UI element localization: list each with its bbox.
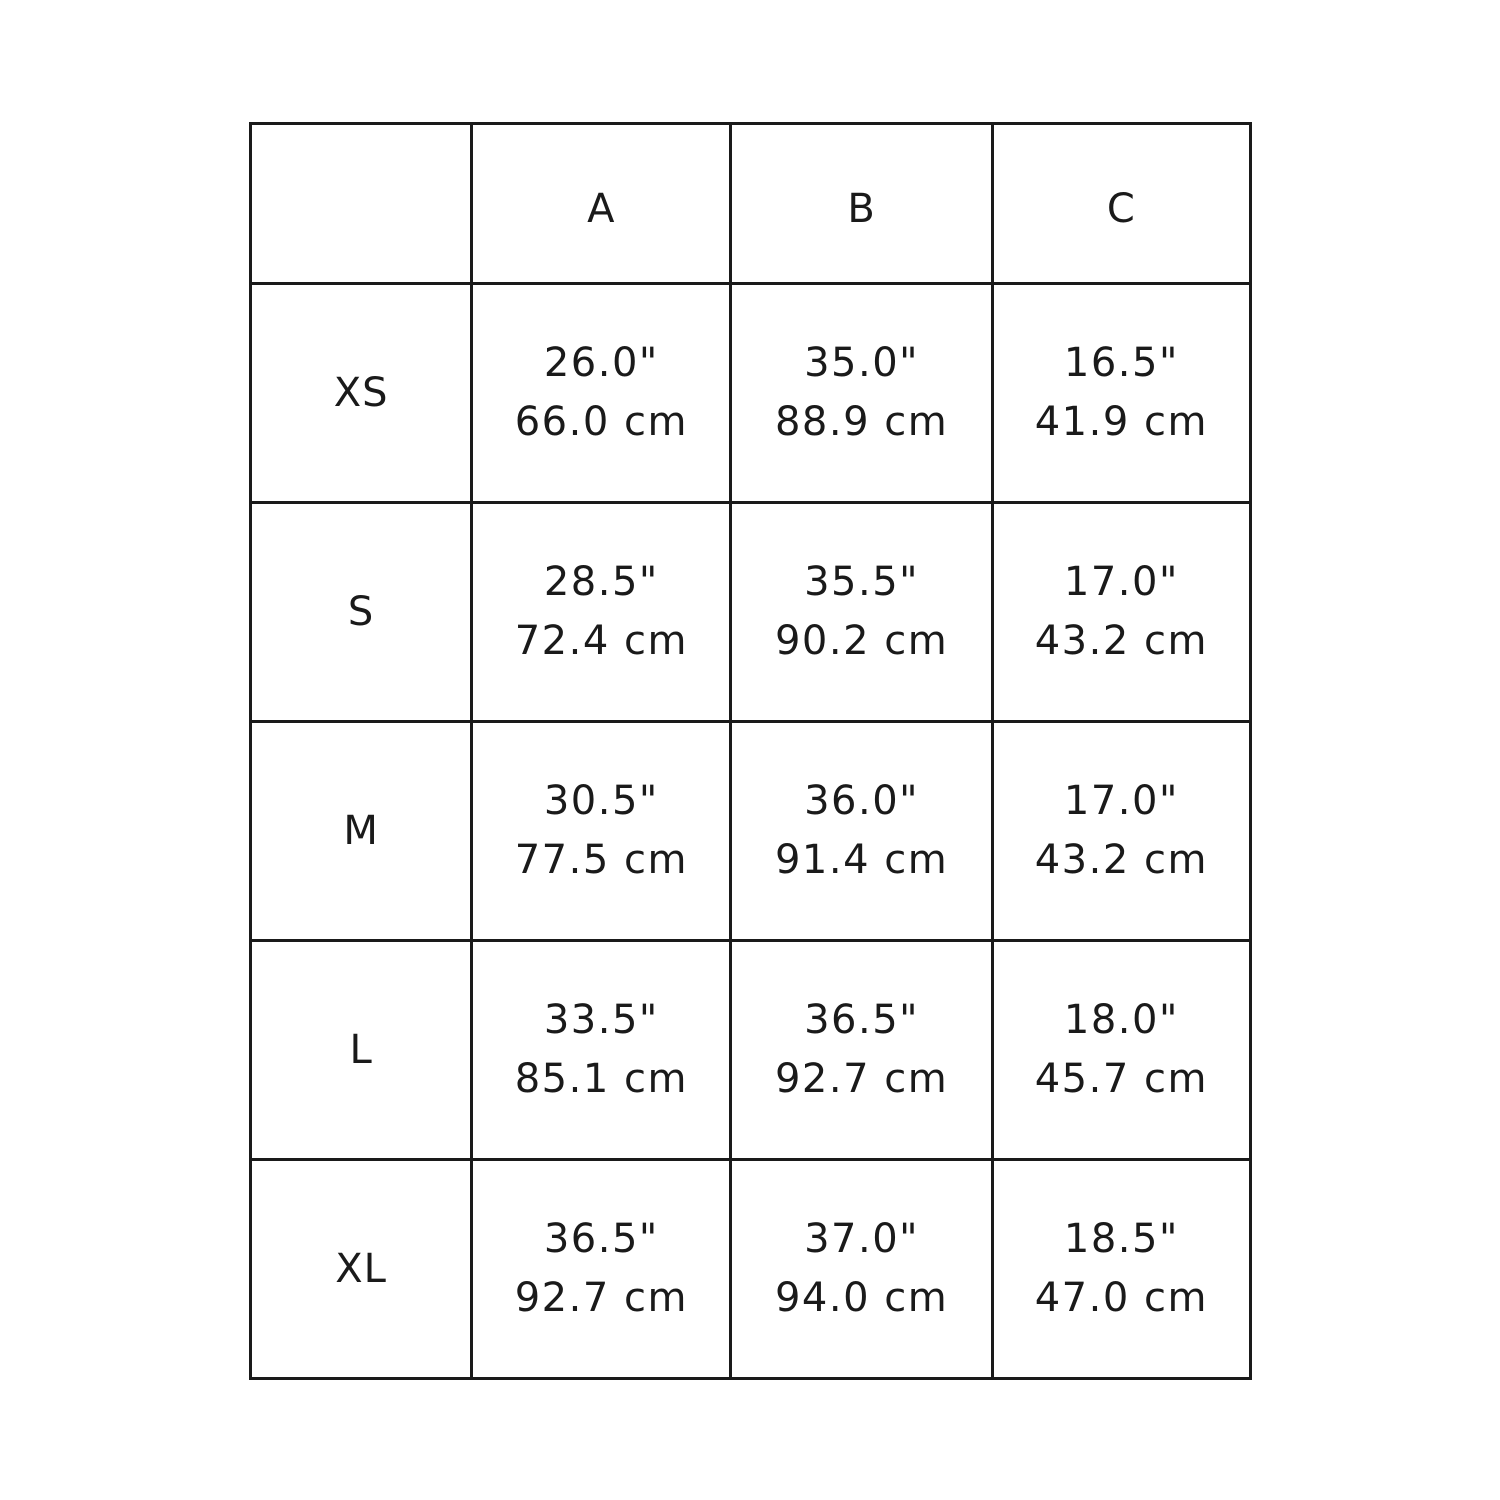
measurement-cm: 91.4 cm	[774, 837, 949, 883]
table-row-m	[251, 722, 1251, 941]
measurement-cm: 94.0 cm	[774, 1275, 949, 1321]
measurement-inches: 18.5"	[1063, 1216, 1179, 1262]
measurement-cell-c	[992, 503, 1250, 722]
measurement-cell-b	[731, 503, 992, 722]
size-chart-table	[249, 122, 1252, 1380]
header-corner-cell	[251, 124, 472, 284]
measurement-cell-b	[731, 284, 992, 503]
size-cell	[251, 503, 472, 722]
measurement-inches: 17.0"	[1063, 778, 1179, 824]
table-row-l	[251, 941, 1251, 1160]
size-label: XS	[333, 370, 389, 416]
measurement-cm: 85.1 cm	[514, 1056, 688, 1102]
measurement-cm: 90.2 cm	[774, 618, 949, 664]
size-label: M	[343, 808, 379, 854]
measurement-inches: 35.5"	[804, 559, 920, 605]
measurement-cm: 43.2 cm	[1034, 618, 1208, 664]
measurement-inches: 36.0"	[804, 778, 920, 824]
measurement-cell-b	[731, 941, 992, 1160]
measurement-cm: 88.9 cm	[774, 399, 949, 445]
measurement-cell-a	[472, 722, 731, 941]
size-label: L	[349, 1027, 373, 1073]
measurement-cm: 92.7 cm	[514, 1275, 688, 1321]
measurement-cm: 47.0 cm	[1034, 1275, 1208, 1321]
measurement-inches: 36.5"	[543, 1216, 659, 1262]
size-label: XL	[335, 1246, 387, 1292]
measurement-inches: 35.0"	[804, 340, 920, 386]
measurement-cm: 77.5 cm	[514, 837, 688, 883]
size-cell	[251, 1160, 472, 1379]
size-cell	[251, 722, 472, 941]
measurement-inches: 37.0"	[804, 1216, 920, 1262]
measurement-inches: 28.5"	[543, 559, 659, 605]
measurement-inches: 17.0"	[1063, 559, 1179, 605]
measurement-cell-a	[472, 284, 731, 503]
measurement-cell-c	[992, 722, 1250, 941]
measurement-cell-a	[472, 1160, 731, 1379]
table-row-xs	[251, 284, 1251, 503]
size-cell	[251, 941, 472, 1160]
measurement-cell-b	[731, 722, 992, 941]
measurement-cell-a	[472, 503, 731, 722]
measurement-cell-a	[472, 941, 731, 1160]
measurement-cm: 43.2 cm	[1034, 837, 1208, 883]
measurement-cell-b	[731, 1160, 992, 1379]
header-cell-b	[731, 124, 992, 284]
header-label-c: C	[1106, 185, 1136, 232]
header-cell-a	[472, 124, 731, 284]
measurement-cm: 72.4 cm	[514, 618, 688, 664]
measurement-cm: 41.9 cm	[1034, 399, 1208, 445]
header-row	[251, 124, 1251, 284]
header-cell-c	[992, 124, 1250, 284]
measurement-cell-c	[992, 941, 1250, 1160]
measurement-inches: 36.5"	[804, 997, 920, 1043]
size-label: S	[347, 589, 375, 635]
size-cell	[251, 284, 472, 503]
measurement-inches: 33.5"	[543, 997, 659, 1043]
header-label-a: A	[587, 185, 616, 232]
measurement-cm: 66.0 cm	[514, 399, 688, 445]
table-row-xl	[251, 1160, 1251, 1379]
measurement-cm: 45.7 cm	[1034, 1056, 1208, 1102]
measurement-inches: 16.5"	[1063, 340, 1179, 386]
table-row-s	[251, 503, 1251, 722]
header-label-b: B	[847, 185, 876, 232]
measurement-cm: 92.7 cm	[774, 1056, 949, 1102]
measurement-inches: 18.0"	[1063, 997, 1179, 1043]
measurement-cell-c	[992, 1160, 1250, 1379]
measurement-cell-c	[992, 284, 1250, 503]
measurement-inches: 30.5"	[543, 778, 659, 824]
measurement-inches: 26.0"	[543, 340, 659, 386]
